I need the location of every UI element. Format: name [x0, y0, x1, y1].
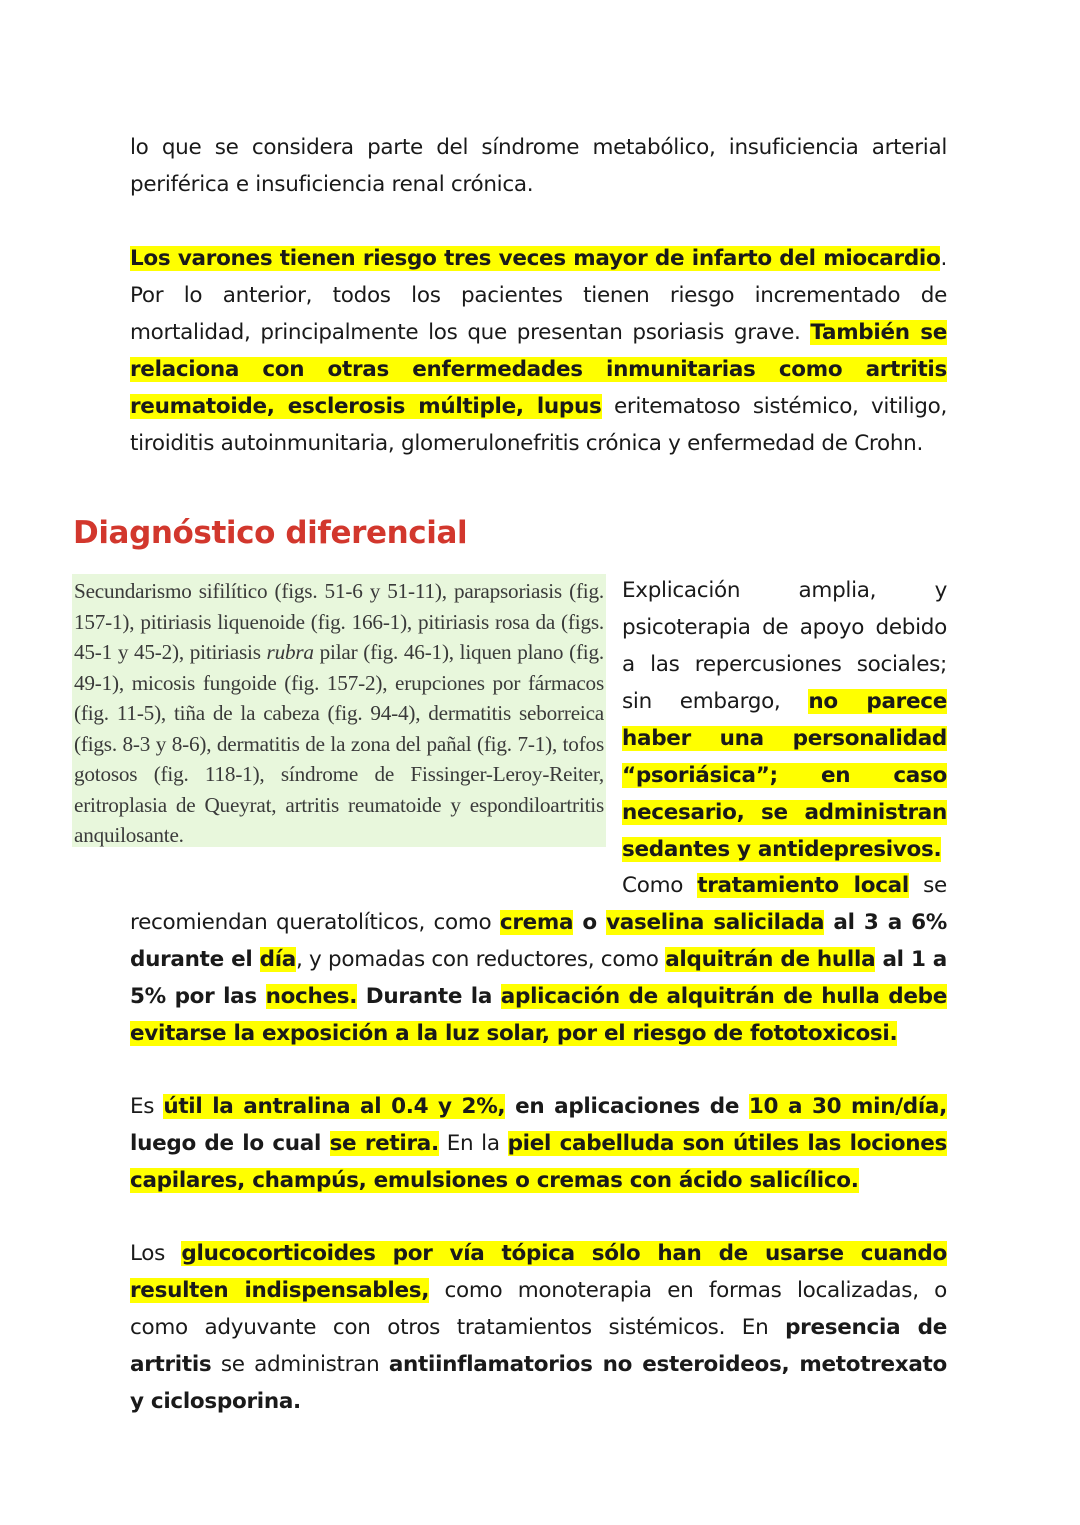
an-text-1: Es — [130, 1094, 164, 1119]
lt-bold-percent: al 3 a 6% durante el — [130, 910, 947, 972]
risk-highlight-infarct: Los varones tienen riesgo tres veces mayor de infarto del miocardio — [130, 246, 941, 271]
excerpt-italic-rubra: rubra — [266, 640, 314, 664]
an-text-2: En la — [438, 1131, 508, 1156]
excerpt-text-2: pilar (fig. 46-1), liquen plano (fig. 49-1), micosis fungoide (fig. 157-2), erupciones por fármacos (fig. 11-5), tiña de la cabeza (fig. 94-4), dermatitis seborreica (figs. 8-3 y 8-6), dermatitis de la zona del pañal (fig. 7-1), tofos gotosos (fig. 118-1), síndrome de Fissinger-Leroy-Reiter, eritroplasia de Queyrat, artritis reumatoide y espondiloartritis anquilosante. — [74, 640, 604, 847]
lt-hl-vaselina: vaselina salicilada — [606, 910, 825, 935]
intro-text: lo que se considera parte del síndrome metabólico, insuficiencia arterial periférica e insuficiencia renal crónica. — [130, 135, 947, 197]
lt-hl-noches: noches. — [265, 984, 358, 1009]
risk-text-1: . Por lo anterior, todos los pacientes tienen riesgo incrementado de mortalidad, principalmente los que presentan psoriasis grave. — [130, 246, 947, 345]
lt-bold-o: o — [573, 910, 607, 935]
risk-paragraph — [130, 240, 947, 462]
an-hl-retira: se retira. — [329, 1131, 439, 1156]
excerpt-text-1: Secundarismo sifilítico (figs. 51-6 y 51-11), parapsoriasis (fig. 157-1), pitiriasis liquenoide (fig. 166-1), pitiriasis rosa da (figs. 45-1 y 45-2), pitiriasis — [74, 579, 604, 664]
lt-hl-aplicacion: aplicación de alquitrán de hulla debe evitarse la exposición a la luz solar, por el riesgo de fototoxicosi. — [130, 984, 947, 1046]
an-hl-util: útil la antralina al 0.4 y 2%, — [163, 1094, 506, 1119]
differential-book-excerpt — [72, 574, 606, 847]
lt-hl-alquitran: alquitrán de hulla — [665, 947, 876, 972]
local-treatment-paragraph — [130, 904, 947, 1052]
an-hl-piel: piel cabelluda son útiles las lociones capilares, champús, emulsiones o cremas con ácido salicílico. — [130, 1131, 947, 1193]
psych-highlight: no parece haber una personalidad “psoriásica”; en caso necesario, se administran sedantes y antidepresivos. — [622, 689, 947, 862]
lt-bold-percent2: al 1 a 5% por las — [130, 947, 948, 1009]
glucocorticoids-paragraph — [130, 1235, 947, 1420]
an-bold-aplic: en aplicaciones de — [505, 1094, 749, 1119]
section-heading-differential: Diagnóstico diferencial — [73, 515, 468, 551]
lt-text-2: , y pomadas con reductores, como — [295, 947, 666, 972]
gc-text-2: como monoterapia en formas localizadas, o como adyuvante con otros tratamientos sistémicos. En — [130, 1278, 947, 1340]
antralina-paragraph — [130, 1088, 947, 1199]
lead-tail: se — [923, 873, 947, 898]
risk-text-2: eritematoso sistémico, vitiligo, tiroiditis autoinmunitaria, glomerulonefritis crónica y enfermedad de Crohn. — [130, 394, 947, 456]
an-hl-min: 10 a 30 min/día, — [748, 1094, 947, 1119]
risk-highlight-immune: También se relaciona con otras enfermedades inmunitarias como artritis reumatoide, esclerosis múltiple, lupus — [130, 320, 947, 419]
lt-hl-crema: crema — [499, 910, 574, 935]
psychotherapy-note — [622, 572, 947, 868]
lt-bold-durante: Durante la — [357, 984, 501, 1009]
lead-highlight: tratamiento local — [697, 873, 909, 898]
an-bold-luego: luego de lo cual — [130, 1131, 330, 1156]
gc-bold-drugs: antiinflamatorios no esteroideos, metotrexato y ciclosporina. — [130, 1352, 948, 1414]
gc-hl-gluco: glucocorticoides por vía tópica sólo han de usarse cuando resulten indispensables, — [130, 1241, 947, 1303]
psych-text: Explicación amplia, y psicoterapia de apoyo debido a las repercusiones sociales; sin embargo, — [622, 578, 947, 714]
intro-continuation-paragraph — [130, 129, 947, 203]
lead-text: Como — [622, 873, 684, 898]
lt-hl-dia: día — [259, 947, 296, 972]
gc-text-3: se administran — [211, 1352, 389, 1377]
gc-bold-artritis: presencia de artritis — [130, 1315, 947, 1377]
lt-text-1: recomiendan queratolíticos, como — [130, 910, 500, 935]
gc-text-1: Los — [130, 1241, 182, 1266]
local-treatment-lead-line — [622, 867, 947, 904]
